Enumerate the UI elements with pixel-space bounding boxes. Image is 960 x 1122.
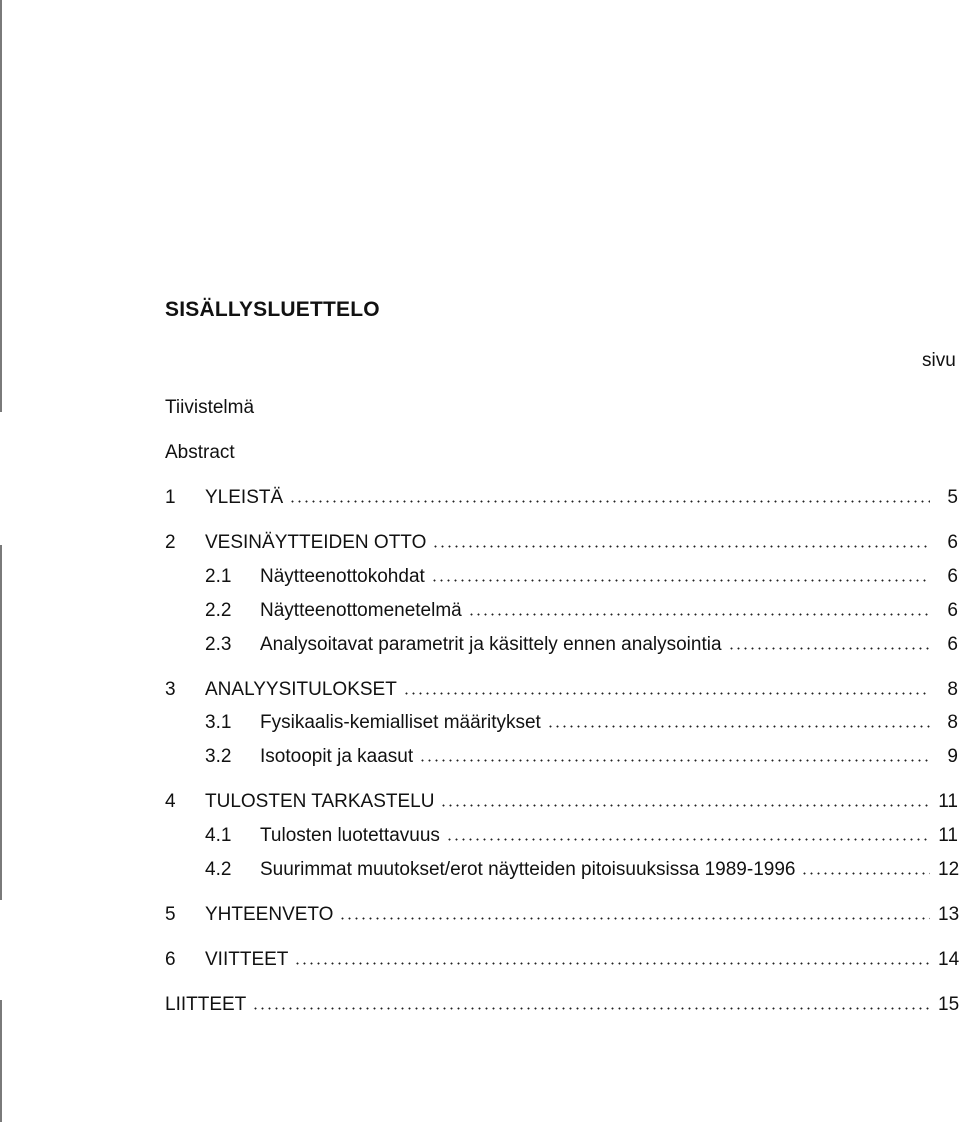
entry-number: 6 — [165, 949, 176, 970]
toc-entry-appendices — [165, 994, 958, 1020]
entry-title: YLEISTÄ — [205, 487, 284, 508]
page-edge-line — [0, 1000, 2, 1122]
dot-leader — [728, 647, 930, 650]
entry-number: 3.1 — [205, 712, 232, 733]
toc-subentry — [205, 600, 958, 626]
entry-title: Fysikaalis-kemialliset määritykset — [260, 712, 541, 733]
toc-subentry — [205, 825, 958, 851]
entry-number: 4 — [165, 791, 176, 812]
toc-abstract-en: Abstract — [165, 442, 235, 463]
entry-title: TULOSTEN TARKASTELU — [205, 791, 435, 812]
entry-title: Isotoopit ja kaasut — [260, 746, 414, 767]
entry-page: 6 — [947, 600, 958, 621]
dot-leader — [432, 545, 930, 548]
toc-subentry — [205, 859, 958, 885]
entry-number: 3.2 — [205, 746, 232, 767]
entry-title: Tulosten luotettavuus — [260, 825, 440, 846]
toc-entry — [165, 949, 958, 975]
entry-page: 6 — [947, 566, 958, 587]
dot-leader — [547, 725, 930, 728]
dot-leader — [446, 838, 930, 841]
entry-title: ANALYYSITULOKSET — [205, 679, 397, 700]
page-edge-line — [0, 0, 2, 412]
entry-title: Näytteenottomenetelmä — [260, 600, 462, 621]
entry-number: 4.2 — [205, 859, 232, 880]
entry-title: LIITTEET — [165, 994, 247, 1015]
dot-leader — [440, 804, 930, 807]
toc-subentry — [205, 566, 958, 592]
entry-title: Näytteenottokohdat — [260, 566, 425, 587]
dot-leader — [289, 500, 930, 503]
entry-number: 2.3 — [205, 634, 232, 655]
entry-page: 11 — [938, 791, 958, 812]
entry-page: 14 — [938, 949, 960, 970]
toc-abstract-fi: Tiivistelmä — [165, 397, 255, 418]
entry-page: 6 — [947, 634, 958, 655]
entry-page: 13 — [938, 904, 960, 925]
dot-leader — [294, 962, 930, 965]
toc-subentry — [205, 634, 958, 660]
toc-subentry — [205, 746, 958, 772]
page-column-label: sivu — [922, 350, 956, 371]
dot-leader — [252, 1007, 930, 1010]
toc-entry — [165, 679, 958, 705]
entry-page: 12 — [938, 859, 960, 880]
entry-number: 2.2 — [205, 600, 232, 621]
toc-entry — [165, 487, 958, 513]
entry-title: YHTEENVETO — [205, 904, 334, 925]
dot-leader — [801, 872, 930, 875]
toc-entry — [165, 904, 958, 930]
toc-entry — [165, 532, 958, 558]
entry-number: 4.1 — [205, 825, 232, 846]
entry-page: 5 — [947, 487, 958, 508]
entry-page: 8 — [947, 679, 958, 700]
entry-number: 2 — [165, 532, 176, 553]
dot-leader — [431, 579, 930, 582]
toc-entry — [165, 791, 958, 817]
entry-page: 8 — [947, 712, 958, 733]
entry-title: VIITTEET — [205, 949, 289, 970]
entry-page: 6 — [947, 532, 958, 553]
dot-leader — [419, 759, 930, 762]
entry-number: 5 — [165, 904, 176, 925]
entry-title: VESINÄYTTEIDEN OTTO — [205, 532, 427, 553]
dot-leader — [468, 613, 930, 616]
page-edge-line — [0, 545, 2, 900]
dot-leader — [403, 692, 930, 695]
entry-title: Suurimmat muutokset/erot näytteiden pitoisuuksissa 1989-1996 — [260, 859, 796, 880]
toc-subentry — [205, 712, 958, 738]
entry-number: 1 — [165, 487, 176, 508]
entry-number: 2.1 — [205, 566, 232, 587]
toc-heading: SISÄLLYSLUETTELO — [165, 298, 380, 321]
entry-number: 3 — [165, 679, 176, 700]
dot-leader — [339, 917, 930, 920]
entry-title: Analysoitavat parametrit ja käsittely ennen analysointia — [260, 634, 722, 655]
entry-page: 11 — [938, 825, 958, 846]
entry-page: 15 — [938, 994, 960, 1015]
entry-page: 9 — [947, 746, 958, 767]
